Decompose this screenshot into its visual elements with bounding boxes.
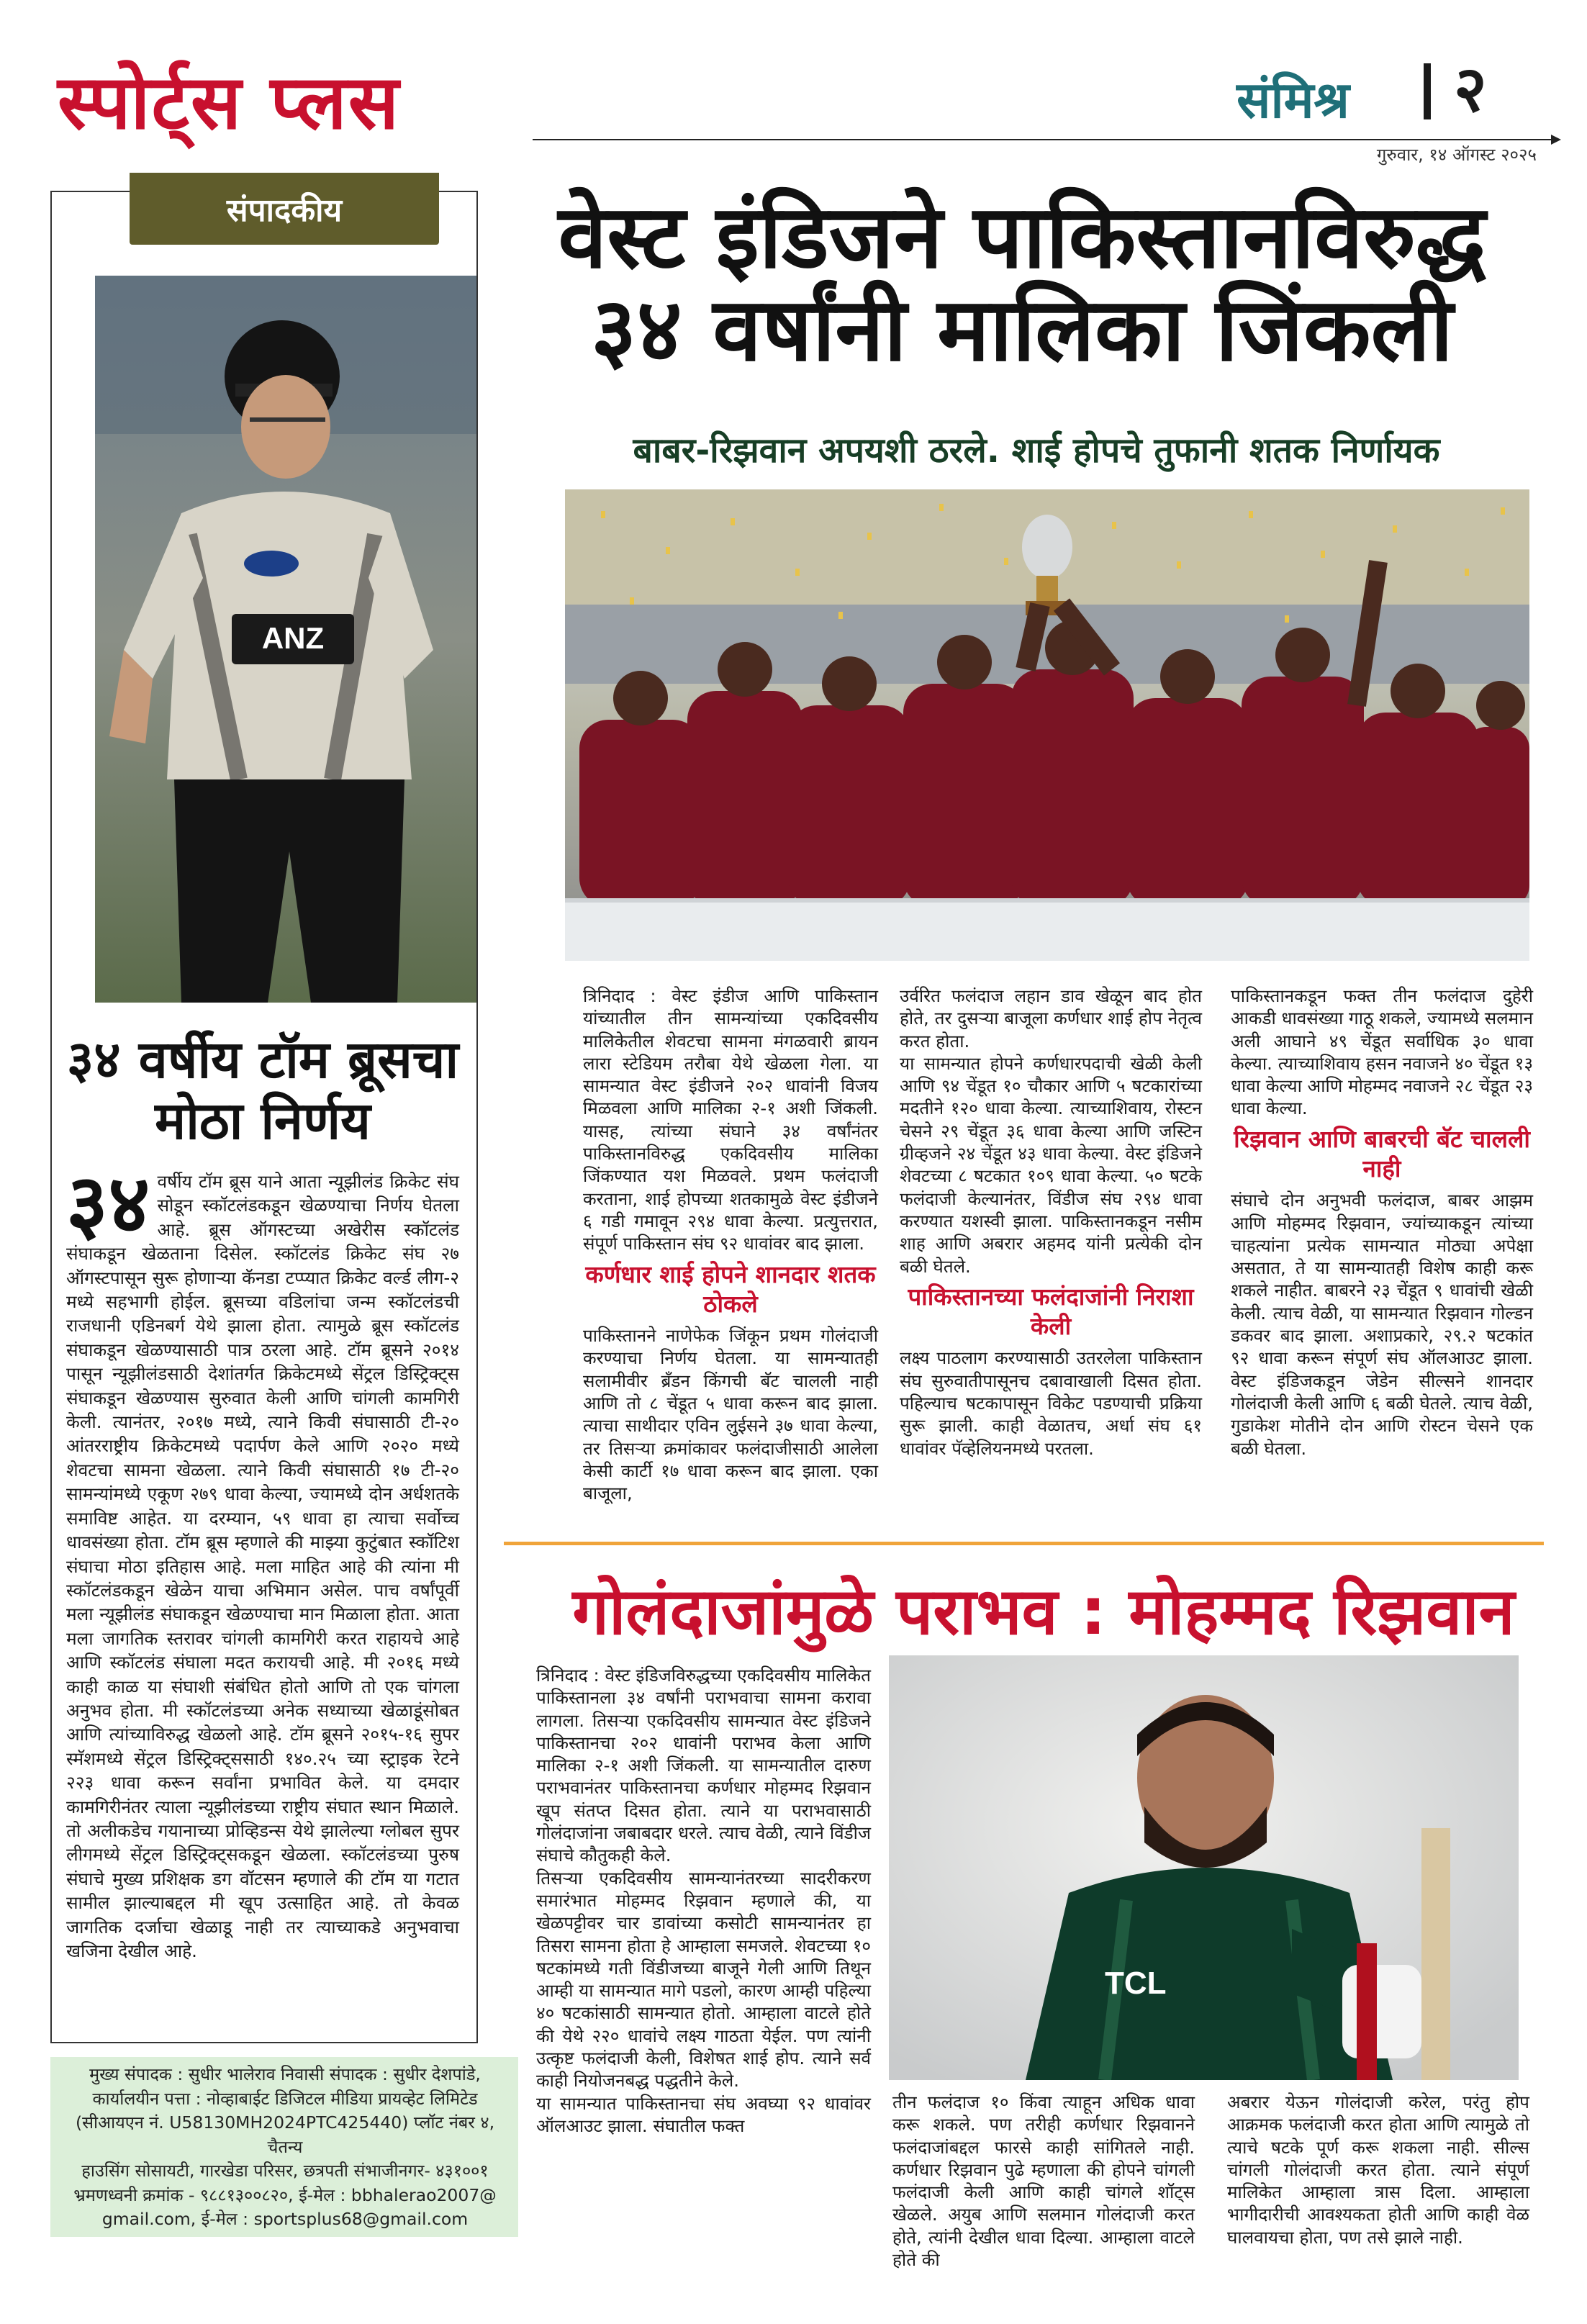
imprint-line: gmail.com, ई-मेल : sportsplus68@gmail.com: [101, 2209, 469, 2229]
second-story-column-1: [536, 1664, 871, 2137]
mohammad-rizwan-photo: [889, 1655, 1519, 2080]
svg-text:ANZ: ANZ: [261, 621, 325, 655]
tom-bruce-photo: [95, 276, 476, 1003]
header-rule: [533, 139, 1555, 140]
editorial-label: संपादकीय: [130, 173, 439, 245]
paragraph: त्रिनिदाद : वेस्ट इंडीज आणि पाकिस्तान यांच्यातील तीन सामन्यांच्या एकदिवसीय मालिकेतील शेवटचा सामना मंगळवारी ब्रायन लारा स्टेडियम तरौबा येथे खेळला गेला. या सामन्यात वेस्ट इंडीजने २०२ धावांनी विजय मिळवला आणि मालिका २-१ अशी जिंकली. यासह, त्यांच्या संघाने ३४ वर्षांनंतर पाकिस्तानविरुद्ध एकदिवसीय मालिका जिंकण्यात यश मिळवले. प्रथम फलंदाजी करताना, शाई होपच्या शतकामुळे वेस्ट इंडीजने ६ गडी गमावून २९४ धावा केल्या. प्रत्युत्तरात, संपूर्ण पाकिस्तान संघ ९२ धावांवर बाद झाला.: [583, 985, 878, 1254]
second-story-column-3: [1227, 2091, 1529, 2248]
paragraph: उर्वरित फलंदाज लहान डाव खेळून बाद होत होते, तर दुसऱ्या बाजूला कर्णधार शाई होप नेतृत्व करत होता.: [900, 985, 1202, 1052]
editorial-body-text: वर्षीय टॉम ब्रूस याने आता न्यूझीलंड क्रिकेट संघ सोडून स्कॉटलंडकडून खेळण्याचा निर्णय घेतला आहे. ब्रूस ऑगस्टच्या अखेरीस स्कॉटलंड संघाकडून खेळताना दिसेल. स्कॉटलंड क्रिकेट संघ २७ ऑगस्टपासून सुरू होणाऱ्या कॅनडा टप्प्यात क्रिकेट वर्ल्ड लीग-२ मध्ये सहभागी होईल. ब्रूसच्या वडिलांचा जन्म स्कॉटलंडची राजधानी एडिनबर्ग येथे झाला होता. त्यामुळे ब्रूस स्कॉटलंड संघाकडून खेळण्यासाठी पात्र ठरला आहे. टॉम ब्रूसने २०१४ पासून न्यूझीलंडसाठी देशांतर्गत क्रिकेटमध्ये सेंट्रल डिस्ट्रिक्ट्स संघाकडून खेळण्यास सुरुवात केली आणि चांगली कामगिरी केली. त्यानंतर, २०१७ मध्ये, त्याने किवी संघासाठी टी-२० आंतरराष्ट्रीय क्रिकेटमध्ये पदार्पण केले आणि २०२० मध्ये शेवटचा सामना खेळला. त्याने किवी संघासाठी १७ टी-२० सामन्यांमध्ये एकूण २७९ धावा केल्या, ज्यामध्ये दोन अर्धशतके समाविष्ट आहेत. या दरम्यान, ५९ धावा हा त्याचा सर्वोच्च धावसंख्या होता. टॉम ब्रूस म्हणाले की माझ्या कुटुंबात स्कॉटिश संघाचा मोठा इतिहास आहे. मला माहित आहे की त्यांना मी स्कॉटलंडकडून खेळेन याचा अभिमान असेल. पाच वर्षांपूर्वी मला न्यूझीलंड संघाकडून खेळण्याचा मान मिळाला होता. आता मला जागतिक स्तरावर चांगली कामगिरी करत राहायचे आहे आणि स्कॉटलंड संघाला मदत करायची आहे. मी २०१६ मध्ये काही काळ या संघाशी संबंधित होतो आणि तो एक चांगला अनुभव होता. मी स्कॉटलंडच्या अनेक सध्याच्या खेळाडूंसोबत आणि त्यांच्याविरुद्ध खेळलो आहे. टॉम ब्रूसने २०१५-१६ सुपर स्मॅशमध्ये सेंट्रल डिस्ट्रिक्ट्ससाठी १४०.२५ च्या स्ट्राइक रेटने २२३ धावा करून सर्वांना प्रभावित केले. या दमदार कामगिरीनंतर त्याला न्यूझीलंडच्या राष्ट्रीय संघात स्थान मिळाले. तो अलीकडेच गयानाच्या प्रोव्हिडन्स येथे झालेल्या ग्लोबल सुपर लीगमध्ये सेंट्रल डिस्ट्रिक्ट्सकडून खेळला. स्कॉटलंडच्या पुरुष संघाचे मुख्य प्रशिक्षक डग वॉटसन म्हणाले की टॉम या गटात सामील झाल्याबद्दल मी खूप उत्साहित आहे. तो केवळ जागतिक दर्जाचा खेळाडू नाही तर त्याच्याकडे अनुभवाचा खजिना देखील आहे.: [66, 1171, 459, 1961]
paragraph: या सामन्यात पाकिस्तानचा संघ अवघ्या ९२ धावांवर ऑलआउट झाला. संघातील फक्त: [536, 2092, 871, 2136]
section-label: संमिश्र: [1236, 71, 1349, 130]
paragraph: त्रिनिदाद : वेस्ट इंडिजविरुद्धच्या एकदिवसीय मालिकेत पाकिस्तानला ३४ वर्षांनी पराभवाचा सामना करावा लागला. तिसऱ्या एकदिवसीय सामन्यात वेस्ट इंडिजने पाकिस्तानचा २०२ धावांनी पराभव केला आणि मालिका २-१ अशी जिंकली. या सामन्यातील दारुण पराभवानंतर पाकिस्तानचा कर्णधार मोहम्मद रिझवान खूप संतप्त दिसत होता. त्याने या पराभवासाठी गोलंदाजांना जबाबदार धरले. त्याच वेळी, त्याने विंडीज संघाचे कौतुकही केले.: [536, 1665, 871, 1866]
imprint-line: कार्यालयीन पत्ता : नोव्हाबाईट डिजिटल मीडिया प्रायव्हेट लिमिटेड: [92, 2088, 478, 2109]
paragraph: पाकिस्तानने नाणेफेक जिंकून प्रथम गोलंदाजी करण्याचा निर्णय घेतला. या सामन्यातही सलामीवीर ब्रँडन किंगची बॅट चालली नाही आणि तो ८ चेंडूत ५ धावा करून बाद झाला. त्याचा साथीदार एविन लुईसने ३७ धावा केल्या, तर तिसऱ्या क्रमांकावर फलंदाजीसाठी आलेला केसी कार्टी १७ धावा करून बाद झाला. एका बाजूला,: [583, 1325, 878, 1504]
main-story-column-2: [900, 985, 1202, 1460]
main-headline: [504, 186, 1540, 381]
imprint-line: (सीआयएन नं. U58130MH2024PTC425440) प्लॉट नंबर ४, चैतन्य: [75, 2112, 495, 2157]
paragraph: संघाचे दोन अनुभवी फलंदाज, बाबर आझम आणि मोहम्मद रिझवान, ज्यांच्याकडून त्यांच्या चाहत्यांना प्रत्येक सामन्यात मोठ्या अपेक्षा असतात, ते या सामन्यातही विशेष काही करू शकले नाहीत. बाबरने २३ चेंडूत ९ धावांची खेळी केली. त्याच वेळी, या सामन्यात रिझवान गोल्डन डकवर बाद झाला. अशाप्रकारे, २९.२ षटकांत ९२ धावा करून संपूर्ण संघ ऑलआउट झाला. वेस्ट इंडिजकडून जेडेन सील्सने शानदार गोलंदाजी केली आणि ६ बळी घेतले. त्याच वेळी, गुडाकेश मोतीने दोन आणि रोस्टन चेसने एक बळी घेतला.: [1231, 1190, 1533, 1459]
story-divider: [504, 1542, 1544, 1545]
imprint-text: [56, 2063, 514, 2232]
paragraph: लक्ष्य पाठलाग करण्यासाठी उतरलेला पाकिस्तान संघ सुरुवातीपासूनच दबावाखाली दिसत होता. पहिल्याच षटकापासून विकेट पडण्याची प्रक्रिया सुरू झाली. काही वेळातच, अर्धा संघ ६१ धावांवर पॅव्हेलियनमध्ये परतला.: [900, 1347, 1202, 1459]
paragraph: तिसऱ्या एकदिवसीय सामन्यानंतरच्या सादरीकरण समारंभात मोहम्मद रिझवान म्हणाले की, या खेळपट्टीवर चार डावांच्या कसोटी सामन्यानंतर हा तिसरा सामना होता हे आम्हाला समजले. शेवटच्या १० षटकांमध्ये गती विंडीजच्या बाजूने गेली आणि तिथून आम्ही या सामन्यात मागे पडलो, कारण आम्ही पहिल्या ४० षटकांसाठी सामन्यात होतो. आम्हाला वाटले होते की येथे २२० धावांचे लक्ष्य गाठता येईल. पण त्यांनी उत्कृष्ट फलंदाजी केली, विशेषत शाई होप. त्याने सर्व काही नियोजनबद्ध पद्धतीने केले.: [536, 1867, 871, 2092]
subhead-hope-century: कर्णधार शाई होपने शानदार शतक ठोकले: [585, 1260, 876, 1318]
svg-text:TCL: TCL: [1105, 1966, 1167, 2001]
imprint-line: भ्रमणध्वनी क्रमांक - ९८८१३००८२०, ई-मेल : bbhalerao2007@: [73, 2184, 497, 2205]
main-headline-line1: वेस्ट इंडिजने पाकिस्तानविरुद्ध: [558, 186, 1486, 288]
subhead-pakistan-batting: पाकिस्तानच्या फलंदाजांनी निराशा केली: [908, 1282, 1194, 1341]
west-indies-team-photo: [565, 489, 1529, 961]
page-number: २: [1454, 52, 1487, 126]
imprint-line: मुख्य संपादक : सुधीर भालेराव निवासी संपादक : सुधीर देशपांडे,: [89, 2064, 481, 2084]
section-separator: [1424, 63, 1431, 119]
subhead-rizwan-babar: रिझवान आणि बाबरची बॅट चालली नाही: [1234, 1124, 1530, 1183]
main-story-column-3: [1231, 985, 1533, 1460]
drop-cap: ३४: [66, 1157, 150, 1251]
dateline: गुरुवार, १४ ऑगस्ट २०२५: [1376, 145, 1537, 165]
editorial-headline: ३४ वर्षीय टॉम ब्रूसचा मोठा निर्णय: [66, 1029, 459, 1151]
masthead-title: स्पोर्ट्स प्लस: [58, 58, 401, 146]
paragraph: या सामन्यात होपने कर्णधारपदाची खेळी केली आणि ९४ चेंडूत १० चौकार आणि ५ षटकारांच्या मदतीने १२० धावा केल्या. त्याच्याशिवाय, रोस्टन चेसने २९ चेंडूत ३६ धावा केल्या आणि जस्टिन ग्रीव्हजने २४ चेंडूत ४३ धावा केल्या. वेस्ट इंडिजने शेवटच्या ८ षटकात १०९ धावा केल्या. ५० षटके फलंदाजी केल्यानंतर, विंडीज संघ २९४ धावा करण्यात यशस्वी झाला. पाकिस्तानकडून नसीम शाह आणि अबरार अहमद यांनी प्रत्येकी दोन बळी घेतले.: [900, 1052, 1202, 1277]
paragraph: अबरार येऊन गोलंदाजी करेल, परंतु होप आक्रमक फलंदाजी करत होता आणि त्यामुळे तो त्याचे षटके पूर्ण करू शकला नाही. सील्स चांगली गोलंदाजी करत होता. त्याने संपूर्ण मालिकेत आम्हाला त्रास दिला. आम्हाला भागीदारीची आवश्यकता होती आणि काही वेळ घालवायचा होता, पण तसे झाले नाही.: [1227, 2092, 1529, 2248]
paragraph: पाकिस्तानकडून फक्त तीन फलंदाज दुहेरी आकडी धावसंख्या गाठू शकले, ज्यामध्ये सलमान अली आघाने ४९ चेंडूत सर्वाधिक ३० धावा केल्या. त्याच्याशिवाय हसन नवाजने ४० चेंडूत १३ धावा केल्या आणि मोहम्मद नवाजने २८ चेंडूत २३ धावा केल्या.: [1231, 985, 1533, 1119]
main-story-column-1: [583, 985, 878, 1504]
main-headline-line2: ३४ वर्षांनी मालिका जिंकली: [591, 279, 1453, 381]
paragraph: तीन फलंदाज १० किंवा त्याहून अधिक धावा करू शकले. पण तरीही कर्णधार रिझवानने फलंदाजांबद्दल फारसे काही सांगितले नाही. कर्णधार रिझवान पुढे म्हणाला की होपने चांगली फलंदाजी केली आणि काही चांगले शॉट्स खेळले. अयुब आणि सलमान गोलंदाजी करत होते, त्यांनी देखील धावा दिल्या. आम्हाला वाटले होते की: [892, 2092, 1195, 2271]
header-rule-arrow: [1551, 135, 1561, 145]
second-headline: गोलंदाजांमुळे पराभव : मोहम्मद रिझवान: [572, 1574, 1515, 1650]
main-subheadline: बाबर-रिझवान अपयशी ठरले. शाई होपचे तुफानी शतक निर्णायक: [633, 430, 1440, 471]
imprint-line: हाउसिंग सोसायटी, गारखेडा परिसर, छत्रपती संभाजीनगर- ४३१००१: [81, 2161, 489, 2181]
second-story-column-2: [892, 2091, 1195, 2271]
editorial-body: [66, 1157, 459, 1963]
